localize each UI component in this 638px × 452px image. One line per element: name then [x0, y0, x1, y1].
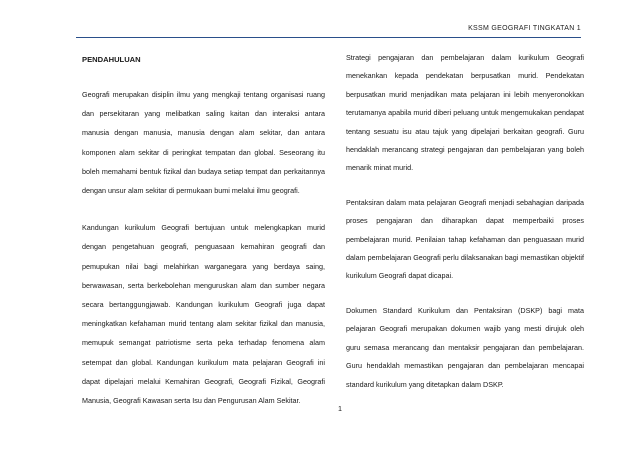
left-column: [82, 49, 325, 410]
header-divider: [76, 37, 581, 38]
right-column: [346, 49, 584, 394]
section-heading: PENDAHULUAN: [82, 55, 141, 64]
paragraph-assessment: Pentaksiran dalam mata pelajaran Geografi menjadi sebahagian daripada proses pengajaran dan diharapkan dapat memperbaiki proses pembelajaran murid. Penilaian tahap kefahaman dan penguasaan murid dalam pembelajaran Geografi perlu dilaksanakan bagi memastikan objektif kurikulum Geografi dapat dicapai.: [346, 197, 584, 281]
paragraph-curriculum: Kandungan kurikulum Geografi bertujuan untuk melengkapkan murid dengan pengetahuan geografi, penguasaan kemahiran geografi dan pemupukan nilai bagi melahirkan warganegara yang berdaya saing, berwawasan, serta berkebolehan menguruskan alam dan sumber negara secara bertanggungjawab. Kandungan kurikulum Geografi juga dapat meningkatkan kefahaman murid tentang alam sekitar fizikal dan manusia, memupuk semangat patriotisme serta peka terhadap fenomena alam setempat dan global. Kandungan kurikulum mata pelajaran Geografi ini dapat dipelajari melalui Kemahiran Geografi, Geografi Fizikal, Geografi Manusia, Geografi Kawasan serta Isu dan Pengurusan Alam Sekitar.: [82, 223, 325, 406]
page-number: 1: [338, 404, 342, 413]
paragraph-strategy: Strategi pengajaran dan pembelajaran dalam kurikulum Geografi menekankan kepada pendekatan berpusatkan murid. Pendekatan berpusatkan murid menjadikan mata pelajaran ini lebih menyeronokkan terutamanya apabila murid diberi peluang untuk mengemukakan pendapat tentang sesuatu isu atau tajuk yang dipelajari berkaitan geografi. Guru hendaklah merancang strategi pengajaran dan pembelajaran yang boleh menarik minat murid.: [346, 53, 584, 173]
paragraph-intro: Geografi merupakan disiplin ilmu yang mengkaji tentang organisasi ruang dan persekitaran yang melibatkan saling kaitan dan interaksi antara manusia dengan manusia, manusia dengan alam sekitar, dan antara komponen alam sekitar di peringkat tempatan dan global. Seseorang itu boleh memahami bentuk fizikal dan budaya setiap tempat dan perkaitannya dengan unsur alam sekitar di permukaan bumi melalui ilmu geografi.: [82, 90, 325, 196]
paragraph-dskp: Dokumen Standard Kurikulum dan Pentaksiran (DSKP) bagi mata pelajaran Geografi merupakan dokumen wajib yang mesti dirujuk oleh guru semasa merancang dan mentaksir pengajaran dan pembelajaran. Guru hendaklah memastikan pengajaran dan pembelajaran mencapai standard kurikulum yang ditetapkan dalam DSKP.: [346, 305, 584, 389]
running-header: KSSM GEOGRAFI TINGKATAN 1: [468, 25, 581, 32]
